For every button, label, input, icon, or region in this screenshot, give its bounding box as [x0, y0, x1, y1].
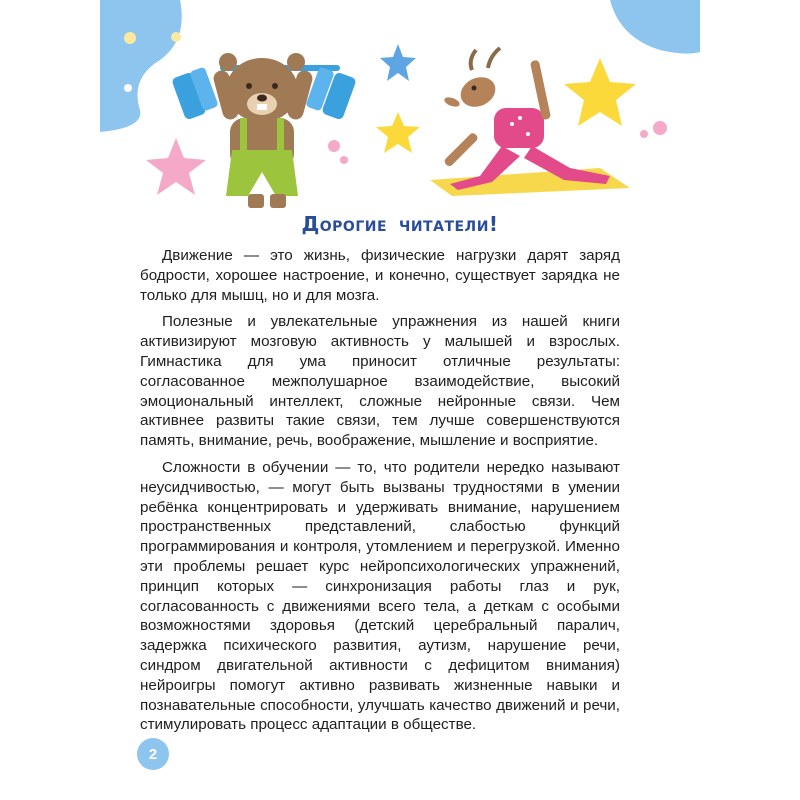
dot-icon	[328, 140, 340, 152]
paragraph: Полезные и увлекательные упражнения из нашей книги активизируют мозговую активность у малышей и взрослых. Гимнастика для ума приносит отличные результаты: согласованное межполушарное взаимодействие, высокий эмоциональный интеллект, сложные нейронные связи. Чем активнее развиты такие связи, тем лучше совершенствуются память, внимание, речь, воображение, мышление и восприятие.	[140, 313, 620, 450]
dot-icon	[340, 156, 348, 164]
star-icon	[380, 44, 416, 81]
dot-icon	[124, 84, 132, 92]
star-icon	[376, 112, 420, 153]
title-word-1: Дорогие	[301, 212, 388, 236]
star-icon	[146, 138, 206, 195]
star-icon	[564, 58, 636, 126]
dot-icon	[124, 32, 136, 44]
title-word-2: читатели!	[399, 212, 499, 236]
body-text	[140, 246, 620, 742]
corner-blob-right	[610, 0, 700, 54]
corner-blob-left	[100, 0, 182, 132]
book-page	[100, 0, 700, 800]
page-title	[100, 212, 700, 236]
bear-weightlifter-illustration	[171, 53, 357, 208]
paragraph: Движение — это жизнь, физические нагрузки дарят заряд бодрости, хорошее настроение, и конечно, существует зарядка не только для мышц, но и для мозга.	[140, 247, 620, 304]
dot-icon	[653, 121, 667, 135]
dot-icon	[171, 32, 181, 42]
page-number: 2	[137, 738, 169, 770]
dot-icon	[640, 130, 648, 138]
header-illustration	[100, 0, 700, 220]
paragraph: Сложности в обучении — то, что родители нередко называют неусидчивостью, — могут быть вызваны трудностями в умении ребёнка концентрировать и удерживать внимание, нарушением пространственных представлений, слабостью функций программирования и контроля, утомлением и перегрузкой. Именно эти проблемы решает курс нейропсихологических упражнений, принцип которых — синхронизация работы глаз и рук, согласованность с движениями всего тела, а деткам с особыми возможностями здоровья (детский церебральный паралич, задержка психического развития, аутизм, нарушение речи, синдром двигательной активности с дефицитом внимания) нейроигры помогут активно развивать жизненные навыки и познавательные способности, улучшать качество движений и речи, стимулировать процесс адаптации в обществе.	[140, 458, 620, 734]
